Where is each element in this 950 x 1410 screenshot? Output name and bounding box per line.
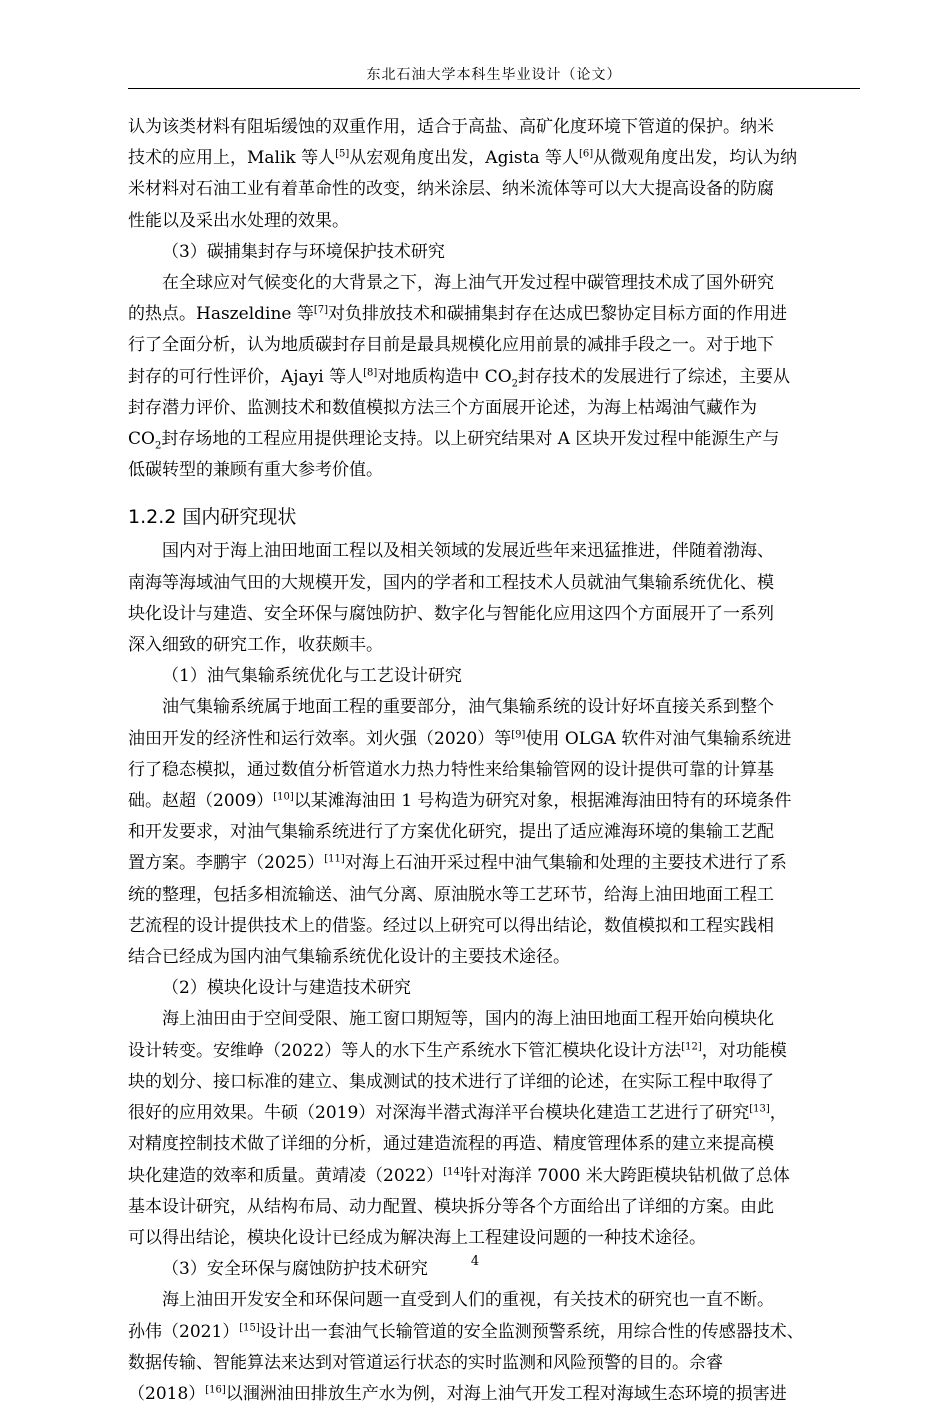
text-line: 础。赵超（2009）[10]以某滩海油田 1 号构造为研究对象，根据滩海油田特有的环境条件 (128, 791, 792, 812)
text-line: 米材料对石油工业有着革命性的改变，纳米涂层、纳米流体等可以大大提高设备的防腐 (128, 179, 774, 200)
text-line: 油田开发的经济性和运行效率。刘火强（2020）等[9]使用 OLGA 软件对油气集输系统进 (128, 728, 792, 749)
page-number: 4 (470, 1254, 480, 1269)
text-line: 对精度控制技术做了详细的分析，通过建造流程的再造、精度管理体系的建立来提高模 (128, 1134, 774, 1155)
text-line: 基本设计研究，从结构布局、动力配置、模块拆分等各个方面给出了详细的方案。由此 (128, 1196, 774, 1217)
text-line: 统的整理，包括多相流输送、油气分离、原油脱水等工艺环节，给海上油田地面工程工 (128, 884, 774, 905)
subheading: （3）安全环保与腐蚀防护技术研究 (162, 1259, 428, 1280)
subheading: （2）模块化设计与建造技术研究 (162, 978, 411, 999)
text-line: 孙伟（2021）[15]设计出一套油气长输管道的安全监测预警系统，用综合性的传感器技术、 (128, 1321, 804, 1342)
text-line: $CO_2$封存场地的工程应用提供理论支持。以上研究结果对 A 区块开发过程中能源生产与 (128, 429, 780, 452)
subheading: （1）油气集输系统优化与工艺设计研究 (162, 666, 462, 687)
text-line: 可以得出结论，模块化设计已经成为解决海上工程建设问题的一种技术途径。 (128, 1227, 706, 1248)
text-line: 封存潜力评价、监测技术和数值模拟方法三个方面展开论述，为海上枯竭油气藏作为 (128, 397, 757, 418)
text-line: 深入细致的研究工作，收获颇丰。 (128, 635, 383, 656)
running-header: 东北石油大学本科生毕业设计（论文） (366, 67, 622, 83)
subheading: （3）碳捕集封存与环境保护技术研究 (162, 241, 445, 262)
section-heading: 1.2.2 国内研究现状 (128, 506, 297, 529)
text-line: 南海等海域油气田的大规模开发，国内的学者和工程技术人员就油气集输系统优化、模 (128, 572, 774, 593)
text-line: 艺流程的设计提供技术上的借鉴。经过以上研究可以得出结论，数值模拟和工程实践相 (128, 915, 774, 936)
text-line: 国内对于海上油田地面工程以及相关领域的发展近些年来迅猛推进，伴随着渤海、 (162, 541, 774, 562)
text-line: 认为该类材料有阻垢缓蚀的双重作用，适合于高盐、高矿化度环境下管道的保护。纳米 (128, 117, 774, 137)
text-line: 置方案。李鹏宇（2025）[11]对海上石油开采过程中油气集输和处理的主要技术进行了系 (128, 853, 787, 874)
text-line: 行了稳态模拟，通过数值分析管道水力热力特性来给集输管网的设计提供可靠的计算基 (128, 759, 774, 780)
text-line: 海上油田开发安全和环保问题一直受到人们的重视，有关技术的研究也一直不断。 (162, 1290, 774, 1311)
text-line: 块化建造的效率和质量。黄靖凌（2022）[14]针对海洋 7000 米大跨距模块钻机做了总体 (128, 1165, 790, 1186)
text-line: 和开发要求，对油气集输系统进行了方案优化研究，提出了适应滩海环境的集输工艺配 (128, 822, 774, 843)
text-line: 的热点。Haszeldine 等[7]对负排放技术和碳捕集封存在达成巴黎协定目标方面的作用进 (128, 304, 788, 325)
text-line: 封存的可行性评价，Ajayi 等人[8]对地质构造中 $CO_2$封存技术的发展进行了综述，主要从 (128, 366, 791, 390)
text-line: 油气集输系统属于地面工程的重要部分，油气集输系统的设计好坏直接关系到整个 (162, 697, 774, 718)
text-line: 块的划分、接口标准的建立、集成测试的技术进行了详细的论述，在实际工程中取得了 (128, 1071, 774, 1092)
text-line: （2018）[16]以涠洲油田排放生产水为例，对海上油气开发工程对海域生态环境的损害进 (128, 1383, 787, 1404)
header-rule (128, 88, 860, 89)
text-line: 性能以及采出水处理的效果。 (128, 210, 349, 231)
text-line: 很好的应用效果。牛硕（2019）对深海半潜式海洋平台模块化建造工艺进行了研究[13]， (128, 1103, 787, 1124)
text-line: 技术的应用上，Malik 等人[5]从宏观角度出发，Agista 等人[6]从微观角度出发，均认为纳 (128, 148, 798, 169)
text-line: 设计转变。安维峥（2022）等人的水下生产系统水下管汇模块化设计方法[12]，对功能模 (128, 1040, 787, 1061)
text-line: 结合已经成为国内油气集输系统优化设计的主要技术途径。 (128, 947, 570, 968)
text-line: 海上油田由于空间受限、施工窗口期短等，国内的海上油田地面工程开始向模块化 (162, 1009, 774, 1030)
text-line: 在全球应对气候变化的大背景之下，海上油气开发过程中碳管理技术成了国外研究 (162, 273, 774, 294)
text-line: 块化设计与建造、安全环保与腐蚀防护、数字化与智能化应用这四个方面展开了一系列 (128, 603, 774, 624)
text-line: 低碳转型的兼顾有重大参考价值。 (128, 460, 383, 481)
body-text (128, 112, 860, 1410)
text-line: 行了全面分析，认为地质碳封存目前是最具规模化应用前景的减排手段之一。对于地下 (128, 335, 774, 356)
text-line: 数据传输、智能算法来达到对管道运行状态的实时监测和风险预警的目的。佘睿 (128, 1352, 723, 1373)
